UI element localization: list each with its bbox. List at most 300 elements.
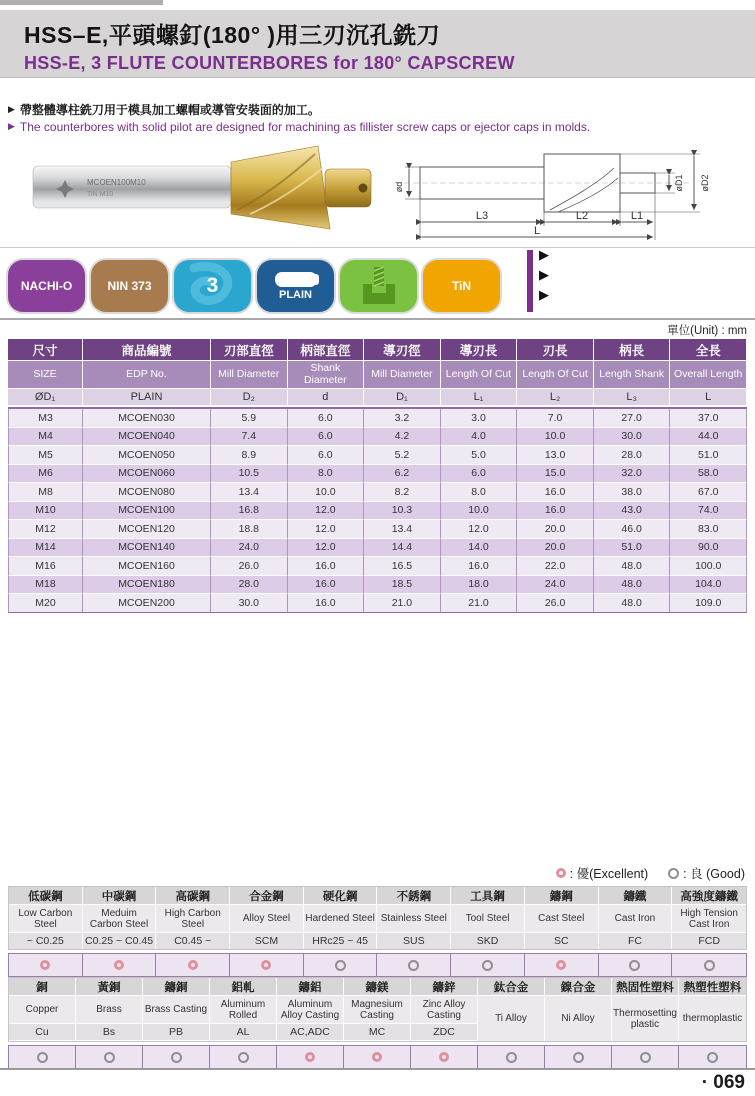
legend-good-label: : 良 (Good) bbox=[683, 867, 745, 881]
spec-cell-M10-7: 43.0 bbox=[594, 502, 671, 521]
material-col-5 bbox=[344, 978, 411, 1041]
spec-cell-M20-8: 109.0 bbox=[670, 594, 747, 613]
spec-cell-M12-3: 12.0 bbox=[288, 520, 365, 539]
good-icon bbox=[704, 960, 715, 971]
spec-header-zh-0: 尺寸 bbox=[8, 339, 83, 361]
spec-cell-M4-8: 44.0 bbox=[670, 428, 747, 447]
intro-bullets bbox=[8, 101, 590, 135]
material-name-en: High Tension Cast Iron bbox=[672, 905, 746, 933]
material-name-en: Brass bbox=[76, 996, 142, 1024]
spec-cell-M20-5: 21.0 bbox=[441, 594, 518, 613]
spec-cell-M5-6: 13.0 bbox=[517, 446, 594, 465]
material-rating-7 bbox=[478, 1046, 545, 1068]
spec-cell-M8-1: MCOEN080 bbox=[83, 483, 211, 502]
spec-header-en-8: Overall Length bbox=[670, 361, 747, 389]
divider-line bbox=[0, 247, 755, 248]
spec-cell-M10-4: 10.3 bbox=[364, 502, 441, 521]
good-icon bbox=[668, 868, 679, 879]
spec-cell-M5-8: 51.0 bbox=[670, 446, 747, 465]
intro-bullet-zh bbox=[8, 101, 590, 118]
spec-cell-M20-1: MCOEN200 bbox=[83, 594, 211, 613]
spec-cell-M12-1: MCOEN120 bbox=[83, 520, 211, 539]
spec-cell-M4-3: 6.0 bbox=[288, 428, 365, 447]
spec-cell-M14-1: MCOEN140 bbox=[83, 539, 211, 558]
spec-cell-M6-8: 58.0 bbox=[670, 465, 747, 484]
good-icon bbox=[238, 1052, 249, 1063]
page-corner-strip bbox=[0, 0, 163, 5]
spec-cell-M5-7: 28.0 bbox=[594, 446, 671, 465]
excellent-icon bbox=[439, 1052, 449, 1062]
excellent-icon bbox=[40, 960, 50, 970]
material-name-en: Aluminum Alloy Casting bbox=[277, 996, 343, 1024]
badge-label: PLAIN bbox=[279, 288, 312, 301]
material-rating-2 bbox=[143, 1046, 210, 1068]
material-rating-0 bbox=[9, 1046, 76, 1068]
material-name-en: Meduim Carbon Steel bbox=[83, 905, 156, 933]
material-col-2 bbox=[156, 887, 230, 949]
spec-header-en-4: Mill Diameter bbox=[364, 361, 441, 389]
material-col-9 bbox=[672, 887, 746, 949]
material-code: HRc25 ~ 45 bbox=[304, 933, 377, 949]
material-name-zh: 鈦合金 bbox=[478, 978, 544, 996]
tool-cutter-body bbox=[231, 146, 330, 229]
spec-row-M16 bbox=[8, 557, 747, 576]
material-col-4 bbox=[304, 887, 378, 949]
material-col-0 bbox=[9, 887, 83, 949]
material-name-en: Low Carbon Steel bbox=[9, 905, 82, 933]
material-col-8 bbox=[545, 978, 612, 1041]
material-code: FC bbox=[599, 933, 672, 949]
good-icon bbox=[37, 1052, 48, 1063]
spec-cell-M6-7: 32.0 bbox=[594, 465, 671, 484]
spec-cell-M8-3: 10.0 bbox=[288, 483, 365, 502]
material-rating-1 bbox=[76, 1046, 143, 1068]
spec-cell-M12-5: 12.0 bbox=[441, 520, 518, 539]
material-name-zh: 銅 bbox=[9, 978, 75, 996]
dim-label-D2: øD2 bbox=[700, 174, 710, 192]
spec-cell-M3-8: 37.0 bbox=[670, 409, 747, 428]
dim-label-D1: øD1 bbox=[674, 174, 684, 192]
spec-cell-M18-3: 16.0 bbox=[288, 576, 365, 595]
spec-cell-M8-5: 8.0 bbox=[441, 483, 518, 502]
spec-cell-M16-2: 26.0 bbox=[211, 557, 288, 576]
spec-row-M3 bbox=[8, 409, 747, 428]
material-name-zh: 鑄鎂 bbox=[344, 978, 410, 996]
spec-cell-M4-1: MCOEN040 bbox=[83, 428, 211, 447]
triangle-arrow-icon: ▶ bbox=[539, 287, 549, 302]
spec-cell-M6-4: 6.2 bbox=[364, 465, 441, 484]
material-rating-1 bbox=[83, 954, 157, 976]
material-name-zh: 鑄鋅 bbox=[411, 978, 477, 996]
spec-cell-M18-7: 48.0 bbox=[594, 576, 671, 595]
spec-header-sym-1: PLAIN bbox=[83, 389, 211, 406]
spec-row-M10 bbox=[8, 502, 747, 521]
spec-cell-M4-6: 10.0 bbox=[517, 428, 594, 447]
material-rating-9 bbox=[672, 954, 746, 976]
spec-cell-M14-2: 24.0 bbox=[211, 539, 288, 558]
spec-header-row-sym bbox=[8, 389, 747, 406]
spec-cell-M4-4: 4.2 bbox=[364, 428, 441, 447]
excellent-icon bbox=[556, 960, 566, 970]
counterbore-icon bbox=[357, 266, 401, 306]
legend-excellent-label: : 優(Excellent) bbox=[569, 867, 649, 881]
material-name-en: Stainless Steel bbox=[377, 905, 450, 933]
material-code: SCM bbox=[230, 933, 303, 949]
excellent-icon bbox=[261, 960, 271, 970]
intro-bullet-en bbox=[8, 118, 590, 135]
spec-cell-M4-7: 30.0 bbox=[594, 428, 671, 447]
material-col-10 bbox=[679, 978, 746, 1041]
spec-cell-M16-3: 16.0 bbox=[288, 557, 365, 576]
material-name-en: Thermosetting plastic bbox=[612, 996, 678, 1041]
badge-row bbox=[8, 260, 500, 312]
material-name-zh: 硬化鋼 bbox=[304, 887, 377, 905]
material-col-2 bbox=[143, 978, 210, 1041]
spec-header-zh-5: 導刃長 bbox=[441, 339, 518, 361]
material-name-zh: 鑄鋁 bbox=[277, 978, 343, 996]
legend-excellent bbox=[556, 864, 649, 882]
material-col-8 bbox=[599, 887, 673, 949]
spec-header-sym-7: L₃ bbox=[594, 389, 671, 406]
dim-label-d: ød bbox=[394, 181, 404, 193]
spec-row-M14 bbox=[8, 539, 747, 558]
spec-header-zh-6: 刃長 bbox=[517, 339, 594, 361]
material-col-7 bbox=[478, 978, 545, 1041]
spec-cell-M20-6: 26.0 bbox=[517, 594, 594, 613]
spec-cell-M4-2: 7.4 bbox=[211, 428, 288, 447]
material-rating-6 bbox=[411, 1046, 478, 1068]
spec-cell-M12-8: 83.0 bbox=[670, 520, 747, 539]
material-name-zh: 鋁軋 bbox=[210, 978, 276, 996]
tool-marking-2: TiN M10 bbox=[87, 191, 114, 198]
spec-header-sym-2: D₂ bbox=[211, 389, 288, 406]
material-rating-10 bbox=[679, 1046, 746, 1068]
spec-row-M20 bbox=[8, 594, 747, 613]
badge-plain-shank bbox=[257, 260, 334, 312]
spec-header-zh-7: 柄長 bbox=[594, 339, 671, 361]
badge-label: TiN bbox=[451, 279, 472, 293]
spec-cell-M14-3: 12.0 bbox=[288, 539, 365, 558]
good-icon bbox=[707, 1052, 718, 1063]
spec-cell-M6-2: 10.5 bbox=[211, 465, 288, 484]
spec-cell-M5-4: 5.2 bbox=[364, 446, 441, 465]
badge-counterbore-application bbox=[340, 260, 417, 312]
page-title-en: HSS-E, 3 FLUTE COUNTERBORES for 180° CAPSCREW bbox=[24, 53, 515, 73]
material-name-en: Brass Casting bbox=[143, 996, 209, 1024]
material-name-zh: 低碳鋼 bbox=[9, 887, 82, 905]
material-col-1 bbox=[83, 887, 157, 949]
spec-cell-M8-6: 16.0 bbox=[517, 483, 594, 502]
good-icon bbox=[104, 1052, 115, 1063]
arrow-markers bbox=[539, 248, 549, 301]
material-col-6 bbox=[411, 978, 478, 1041]
spec-cell-M16-1: MCOEN160 bbox=[83, 557, 211, 576]
spec-cell-M3-6: 7.0 bbox=[517, 409, 594, 428]
spec-cell-M18-1: MCOEN180 bbox=[83, 576, 211, 595]
spec-row-M18 bbox=[8, 576, 747, 595]
spec-cell-M16-4: 16.5 bbox=[364, 557, 441, 576]
tool-marking-1: MCOEN100M10 bbox=[87, 178, 146, 187]
spec-cell-M3-4: 3.2 bbox=[364, 409, 441, 428]
spec-cell-M6-1: MCOEN060 bbox=[83, 465, 211, 484]
spec-cell-M10-6: 16.0 bbox=[517, 502, 594, 521]
spec-cell-M5-2: 8.9 bbox=[211, 446, 288, 465]
spec-cell-M6-0: M6 bbox=[8, 465, 83, 484]
spec-cell-M8-0: M8 bbox=[8, 483, 83, 502]
spec-cell-M10-3: 12.0 bbox=[288, 502, 365, 521]
material-rating-5 bbox=[344, 1046, 411, 1068]
spec-header-sym-4: D₁ bbox=[364, 389, 441, 406]
material-name-zh: 黃銅 bbox=[76, 978, 142, 996]
spec-row-M5 bbox=[8, 446, 747, 465]
material-rating-row bbox=[8, 953, 747, 977]
material-table-2 bbox=[8, 977, 747, 1069]
material-name-zh: 高碳鋼 bbox=[156, 887, 229, 905]
spec-header-en-6: Length Of Cut bbox=[517, 361, 594, 389]
material-rating-9 bbox=[612, 1046, 679, 1068]
spec-cell-M8-7: 38.0 bbox=[594, 483, 671, 502]
spec-header-row-en bbox=[8, 361, 747, 389]
spec-cell-M5-5: 5.0 bbox=[441, 446, 518, 465]
material-name-en: Ti Alloy bbox=[478, 996, 544, 1041]
material-header bbox=[8, 886, 747, 950]
spec-cell-M10-2: 16.8 bbox=[211, 502, 288, 521]
spec-row-M6 bbox=[8, 465, 747, 484]
material-rating-7 bbox=[525, 954, 599, 976]
spec-cell-M5-0: M5 bbox=[8, 446, 83, 465]
material-name-zh: 不銹鋼 bbox=[377, 887, 450, 905]
spec-cell-M20-7: 48.0 bbox=[594, 594, 671, 613]
spec-header-en-5: Length Of Cut bbox=[441, 361, 518, 389]
material-code: MC bbox=[344, 1024, 410, 1040]
material-rating-3 bbox=[230, 954, 304, 976]
material-col-3 bbox=[210, 978, 277, 1041]
spec-cell-M10-5: 10.0 bbox=[441, 502, 518, 521]
material-name-en: Alloy Steel bbox=[230, 905, 303, 933]
spec-cell-M14-5: 14.0 bbox=[441, 539, 518, 558]
intro-text-en: The counterbores with solid pilot are designed for machining as fillister screw caps or ejector caps in molds. bbox=[19, 119, 591, 134]
spec-cell-M3-3: 6.0 bbox=[288, 409, 365, 428]
spec-header-zh-3: 柄部直徑 bbox=[288, 339, 365, 361]
spec-row-M12 bbox=[8, 520, 747, 539]
material-col-9 bbox=[612, 978, 679, 1041]
good-icon bbox=[640, 1052, 651, 1063]
page-header bbox=[0, 10, 755, 78]
dim-label-L3: L3 bbox=[475, 210, 489, 222]
spec-cell-M3-2: 5.9 bbox=[211, 409, 288, 428]
excellent-icon bbox=[114, 960, 124, 970]
dim-label-L2: L2 bbox=[575, 210, 589, 222]
spec-cell-M14-7: 51.0 bbox=[594, 539, 671, 558]
material-col-0 bbox=[9, 978, 76, 1041]
spec-header-sym-6: L₂ bbox=[517, 389, 594, 406]
badge-label: NACHI-O bbox=[20, 279, 73, 293]
spec-cell-M16-0: M16 bbox=[8, 557, 83, 576]
material-name-zh: 熱固性塑料 bbox=[612, 978, 678, 996]
badge-tin-coating bbox=[423, 260, 500, 312]
material-rating-4 bbox=[277, 1046, 344, 1068]
good-icon bbox=[335, 960, 346, 971]
material-name-zh: 鑄銅 bbox=[143, 978, 209, 996]
spec-header-row-zh bbox=[8, 339, 747, 361]
material-name-zh: 鑄鋼 bbox=[525, 887, 598, 905]
good-icon bbox=[482, 960, 493, 971]
spec-cell-M10-0: M10 bbox=[8, 502, 83, 521]
excellent-icon bbox=[556, 868, 566, 878]
material-name-zh: 合金鋼 bbox=[230, 887, 303, 905]
spec-cell-M12-7: 46.0 bbox=[594, 520, 671, 539]
material-col-1 bbox=[76, 978, 143, 1041]
material-name-en: Cast Steel bbox=[525, 905, 598, 933]
spec-cell-M3-5: 3.0 bbox=[441, 409, 518, 428]
spec-header-zh-1: 商品編號 bbox=[83, 339, 211, 361]
page-title-zh: HSS–E,平頭螺釘(180° )用三刃沉孔銑刀 bbox=[24, 22, 441, 48]
material-code: AC,ADC bbox=[277, 1024, 343, 1040]
badge-label: 3 bbox=[206, 274, 219, 297]
material-name-zh: 鑄鐵 bbox=[599, 887, 672, 905]
good-icon bbox=[171, 1052, 182, 1063]
spec-cell-M18-8: 104.0 bbox=[670, 576, 747, 595]
dim-label-L1: L1 bbox=[630, 210, 644, 222]
spec-cell-M18-5: 18.0 bbox=[441, 576, 518, 595]
material-code: ZDC bbox=[411, 1024, 477, 1040]
material-name-zh: 中碳鋼 bbox=[83, 887, 156, 905]
accent-bar bbox=[527, 250, 533, 312]
material-col-6 bbox=[451, 887, 525, 949]
material-code: Bs bbox=[76, 1024, 142, 1040]
material-name-en: Hardened Steel bbox=[304, 905, 377, 933]
dimension-diagram bbox=[392, 136, 750, 248]
spec-cell-M8-4: 8.2 bbox=[364, 483, 441, 502]
pilot-hole bbox=[359, 184, 368, 193]
spec-header-en-7: Length Shank bbox=[594, 361, 671, 389]
material-code: SC bbox=[525, 933, 598, 949]
spec-cell-M6-3: 8.0 bbox=[288, 465, 365, 484]
material-col-5 bbox=[377, 887, 451, 949]
spec-cell-M18-0: M18 bbox=[8, 576, 83, 595]
spec-cell-M16-8: 100.0 bbox=[670, 557, 747, 576]
spec-header-en-2: Mill Diameter bbox=[211, 361, 288, 389]
spec-cell-M20-4: 21.0 bbox=[364, 594, 441, 613]
spec-cell-M18-2: 28.0 bbox=[211, 576, 288, 595]
spec-cell-M5-3: 6.0 bbox=[288, 446, 365, 465]
dim-label-L: L bbox=[533, 225, 541, 237]
spec-cell-M12-2: 18.8 bbox=[211, 520, 288, 539]
spec-cell-M14-0: M14 bbox=[8, 539, 83, 558]
page-number: · 069 bbox=[701, 1072, 745, 1093]
material-name-zh: 熱塑性塑料 bbox=[679, 978, 746, 996]
material-name-zh: 高強度鑄鐵 bbox=[672, 887, 746, 905]
spec-cell-M14-6: 20.0 bbox=[517, 539, 594, 558]
material-rating-8 bbox=[599, 954, 673, 976]
material-col-4 bbox=[277, 978, 344, 1041]
triangle-arrow-icon: ▶ bbox=[539, 267, 549, 282]
material-name-en: High Carbon Steel bbox=[156, 905, 229, 933]
material-rating-row bbox=[8, 1045, 747, 1069]
badge-flute-count bbox=[174, 260, 251, 312]
material-rating-5 bbox=[377, 954, 451, 976]
spec-cell-M18-4: 18.5 bbox=[364, 576, 441, 595]
material-name-en: Ni Alloy bbox=[545, 996, 611, 1041]
spec-cell-M8-2: 13.4 bbox=[211, 483, 288, 502]
spec-cell-M4-5: 4.0 bbox=[441, 428, 518, 447]
spec-cell-M4-0: M4 bbox=[8, 428, 83, 447]
spec-cell-M6-6: 15.0 bbox=[517, 465, 594, 484]
spec-header-zh-2: 刃部直徑 bbox=[211, 339, 288, 361]
spec-header-sym-0: ØD₁ bbox=[8, 389, 83, 406]
spec-header-zh-8: 全長 bbox=[670, 339, 747, 361]
divider-line bbox=[0, 318, 755, 320]
material-code: C0.45 ~ bbox=[156, 933, 229, 949]
badge-nin-373 bbox=[91, 260, 168, 312]
material-rating-3 bbox=[210, 1046, 277, 1068]
spec-cell-M12-6: 20.0 bbox=[517, 520, 594, 539]
spec-cell-M3-1: MCOEN030 bbox=[83, 409, 211, 428]
spec-header-sym-8: L bbox=[670, 389, 747, 406]
bullet-arrow-icon: ▶ bbox=[8, 104, 15, 114]
spec-row-M8 bbox=[8, 483, 747, 502]
material-code: SKD bbox=[451, 933, 524, 949]
good-icon bbox=[408, 960, 419, 971]
spec-table bbox=[8, 339, 747, 613]
material-code: SUS bbox=[377, 933, 450, 949]
material-name-en: thermoplastic bbox=[679, 996, 746, 1041]
shank-icon bbox=[275, 272, 317, 287]
intro-text-zh: 帶整體導柱銑刀用于模具加工螺帽或導管安裝面的加工。 bbox=[19, 103, 320, 117]
spec-header-sym-5: L₁ bbox=[441, 389, 518, 406]
spec-cell-M8-8: 67.0 bbox=[670, 483, 747, 502]
material-name-en: Zinc Alloy Casting bbox=[411, 996, 477, 1024]
excellent-icon bbox=[372, 1052, 382, 1062]
material-name-en: Magnesium Casting bbox=[344, 996, 410, 1024]
material-rating-6 bbox=[451, 954, 525, 976]
material-code: ~ C0.25 bbox=[9, 933, 82, 949]
spec-cell-M14-4: 14.4 bbox=[364, 539, 441, 558]
material-name-en: Aluminum Rolled bbox=[210, 996, 276, 1024]
spec-cell-M18-6: 24.0 bbox=[517, 576, 594, 595]
material-code: Cu bbox=[9, 1024, 75, 1040]
spec-cell-M10-1: MCOEN100 bbox=[83, 502, 211, 521]
material-name-zh: 工具鋼 bbox=[451, 887, 524, 905]
spec-cell-M20-0: M20 bbox=[8, 594, 83, 613]
good-icon bbox=[573, 1052, 584, 1063]
spec-cell-M3-0: M3 bbox=[8, 409, 83, 428]
bullet-arrow-icon: ▶ bbox=[8, 121, 15, 131]
excellent-icon bbox=[188, 960, 198, 970]
material-code: AL bbox=[210, 1024, 276, 1040]
good-icon bbox=[629, 960, 640, 971]
spec-cell-M16-6: 22.0 bbox=[517, 557, 594, 576]
legend-good bbox=[668, 864, 745, 882]
excellent-icon bbox=[305, 1052, 315, 1062]
badge-nachi-o bbox=[8, 260, 85, 312]
spec-header-en-1: EDP No. bbox=[83, 361, 211, 389]
material-rating-8 bbox=[545, 1046, 612, 1068]
triangle-arrow-icon: ▶ bbox=[539, 247, 549, 262]
material-col-3 bbox=[230, 887, 304, 949]
material-name-en: Copper bbox=[9, 996, 75, 1024]
spec-cell-M14-8: 90.0 bbox=[670, 539, 747, 558]
material-table-1 bbox=[8, 886, 747, 977]
rating-legend bbox=[556, 864, 745, 882]
spec-header-en-3: Shank Diameter bbox=[288, 361, 365, 389]
diagram-body bbox=[544, 154, 620, 212]
material-code: FCD bbox=[672, 933, 746, 949]
spec-row-M4 bbox=[8, 428, 747, 447]
spec-cell-M12-0: M12 bbox=[8, 520, 83, 539]
good-icon bbox=[506, 1052, 517, 1063]
spec-cell-M16-7: 48.0 bbox=[594, 557, 671, 576]
